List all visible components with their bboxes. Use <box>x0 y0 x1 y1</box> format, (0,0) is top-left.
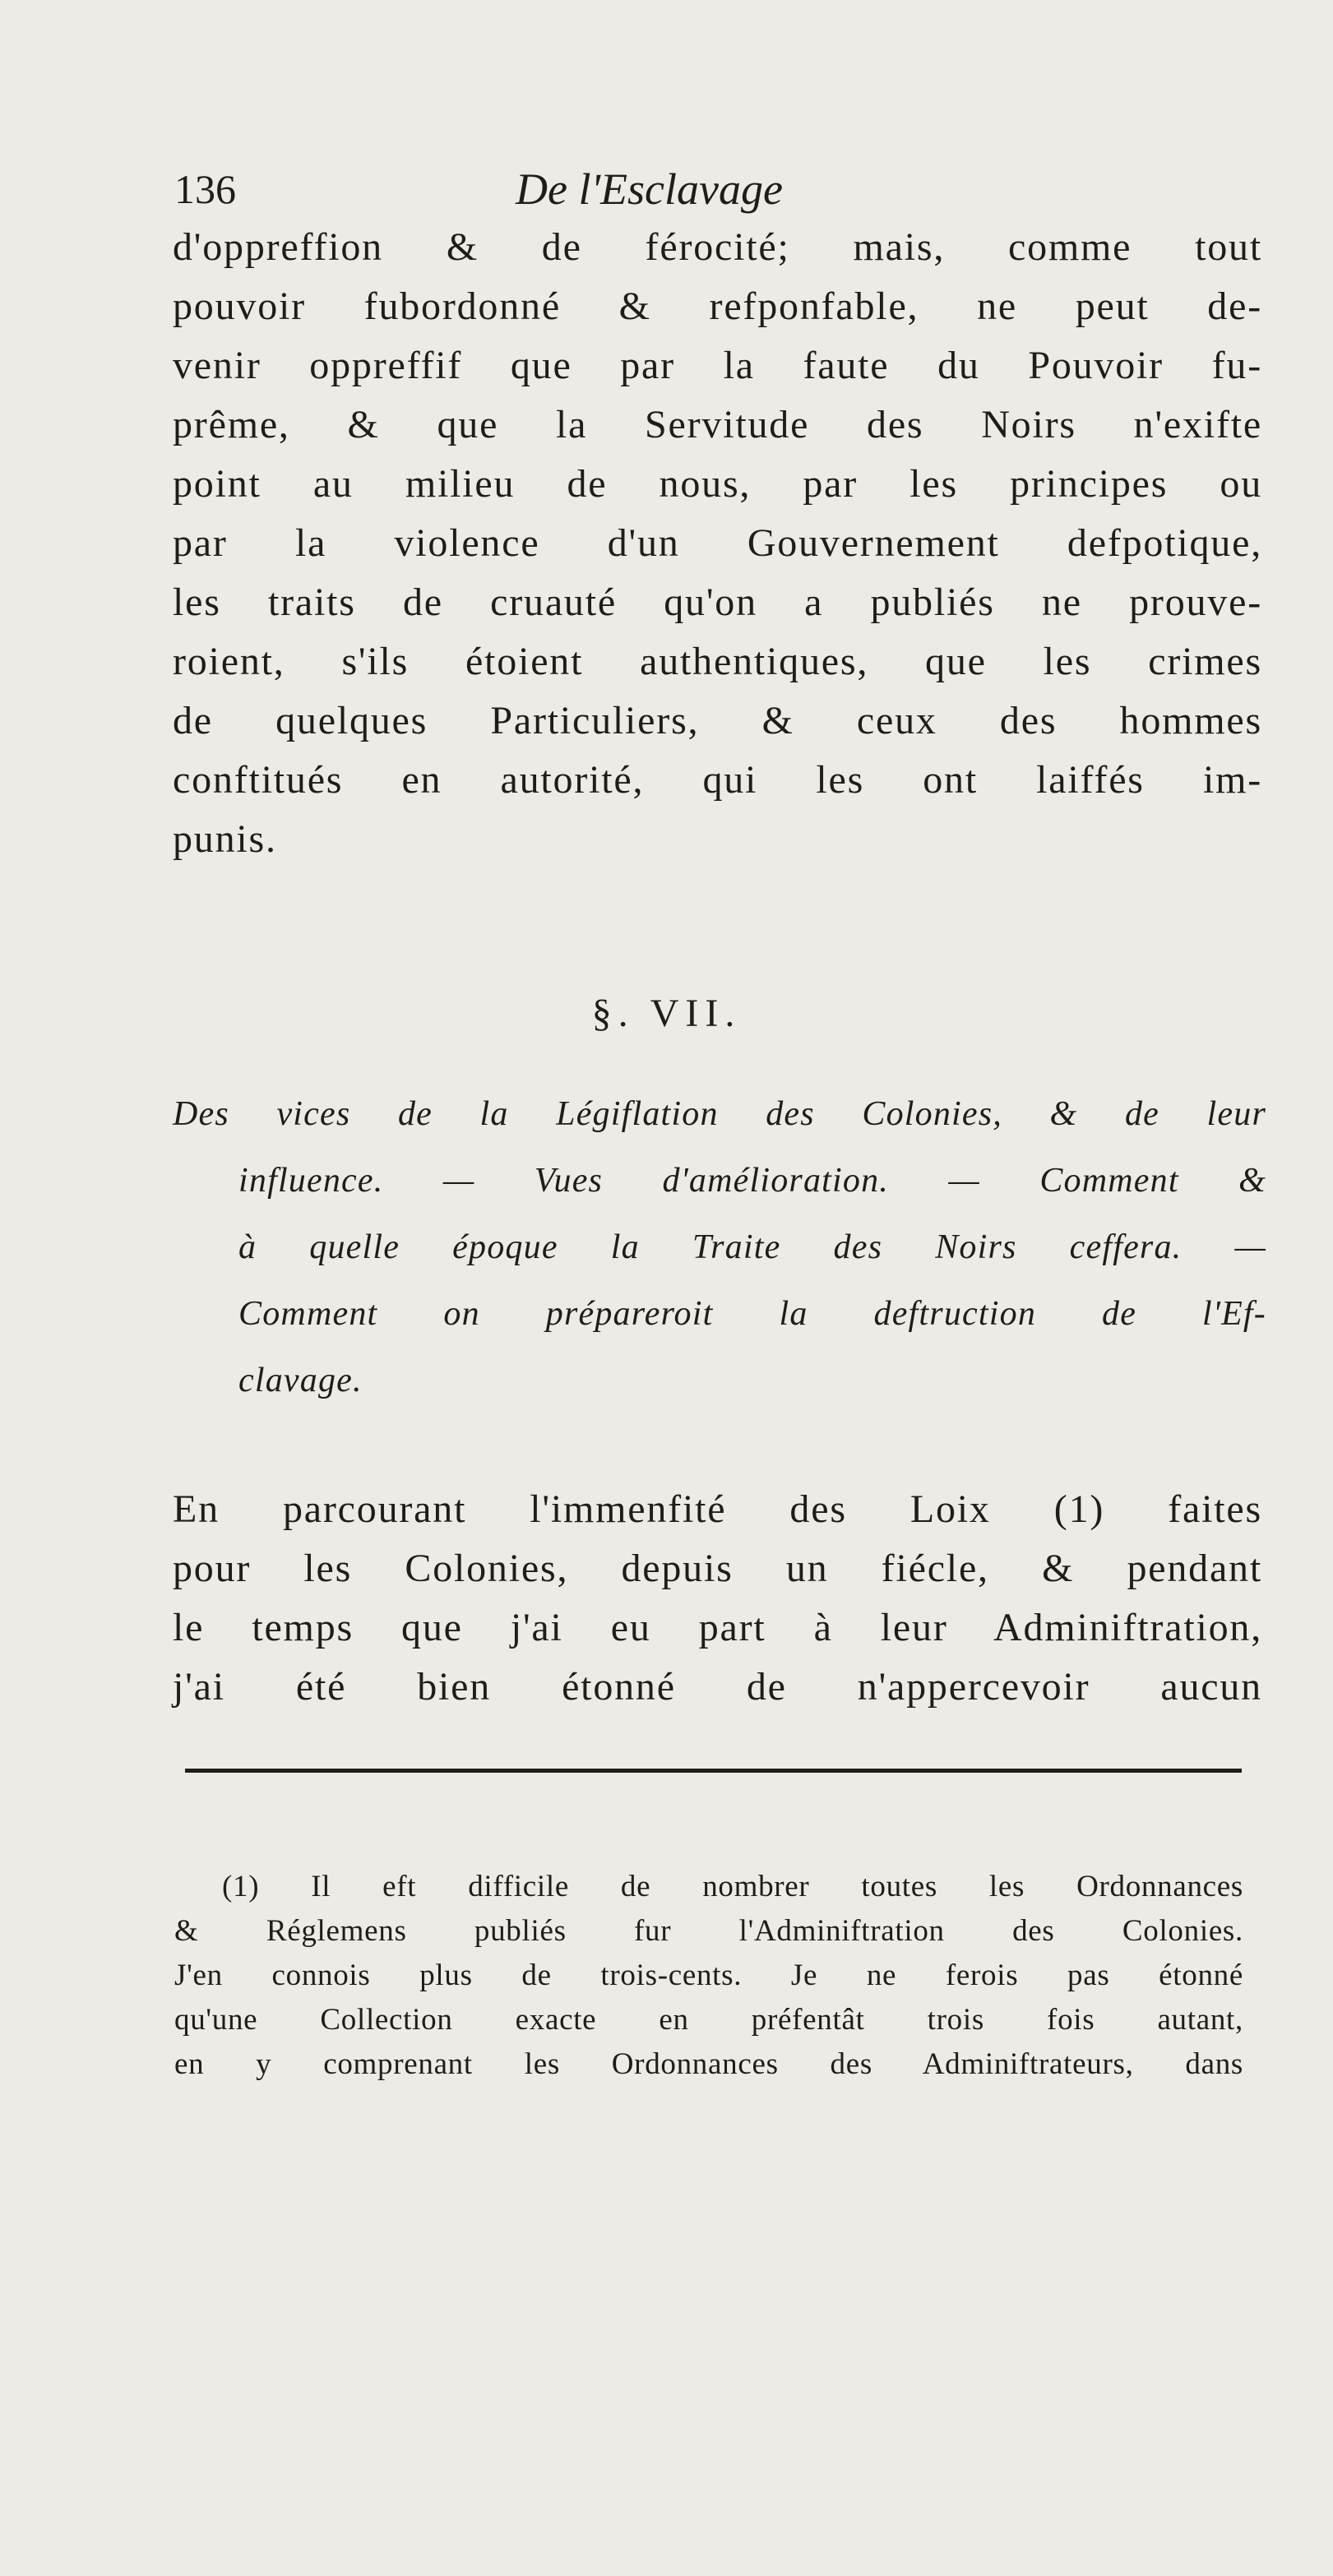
text-line: conftitués en autorité, qui les ont laiffés im- <box>173 758 1262 802</box>
text-line: En parcourant l'immenfité des Loix (1) faites <box>173 1487 1262 1531</box>
text-line: roient, s'ils étoient authentiques, que les crimes <box>173 640 1262 683</box>
summary-line: clavage. <box>238 1362 363 1399</box>
text-line: par la violence d'un Gouvernement defpotique, <box>173 521 1262 565</box>
footnote-line: J'en connois plus de trois-cents. Je ne ferois pas étonné <box>174 1959 1243 1992</box>
section-summary <box>173 1081 1266 1414</box>
text-line: punis. <box>173 817 277 861</box>
paragraph-1 <box>173 218 1262 869</box>
footnote-line: & Réglemens publiés fur l'Adminiftration des Colonies. <box>174 1914 1243 1948</box>
paragraph-2 <box>173 1480 1262 1717</box>
text-line: venir oppreffif que par la faute du Pouvoir fu- <box>173 344 1262 387</box>
section-heading: §. VII. <box>591 992 742 1035</box>
running-head: De l'Esclavage <box>516 164 783 214</box>
page-number: 136 <box>174 166 236 212</box>
text-line: prême, & que la Servitude des Noirs n'exifte <box>173 403 1262 446</box>
summary-line: influence. — Vues d'amélioration. — Comment & <box>238 1162 1266 1200</box>
footnote <box>174 1865 1243 2087</box>
page-header <box>174 160 1268 226</box>
summary-line: Comment on prépareroit la deftruction de l'Ef- <box>238 1295 1266 1333</box>
text-line: les traits de cruauté qu'on a publiés ne prouve- <box>173 580 1262 624</box>
text-line: point au milieu de nous, par les principes ou <box>173 462 1262 506</box>
text-line: de quelques Particuliers, & ceux des hommes <box>173 699 1262 742</box>
text-line: pouvoir fubordonné & refponfable, ne peut de- <box>173 284 1262 328</box>
summary-line: Des vices de la Légiflation des Colonies, & de leur <box>173 1095 1266 1133</box>
text-line: j'ai été bien étonné de n'appercevoir aucun <box>173 1665 1262 1709</box>
footnote-line: (1) Il eft difficile de nombrer toutes les Ordonnances <box>222 1870 1243 1903</box>
footnote-rule <box>185 1769 1242 1773</box>
text-line: pour les Colonies, depuis un fiécle, & pendant <box>173 1547 1262 1590</box>
summary-line: à quelle époque la Traite des Noirs ceffera. — <box>238 1228 1266 1266</box>
footnote-line: en y comprenant les Ordonnances des Adminiftrateurs, dans <box>174 2047 1243 2081</box>
footnote-line: qu'une Collection exacte en préfentât trois fois autant, <box>174 2003 1243 2037</box>
text-line: d'oppreffion & de férocité; mais, comme tout <box>173 225 1262 269</box>
text-line: le temps que j'ai eu part à leur Adminiftration, <box>173 1606 1262 1649</box>
